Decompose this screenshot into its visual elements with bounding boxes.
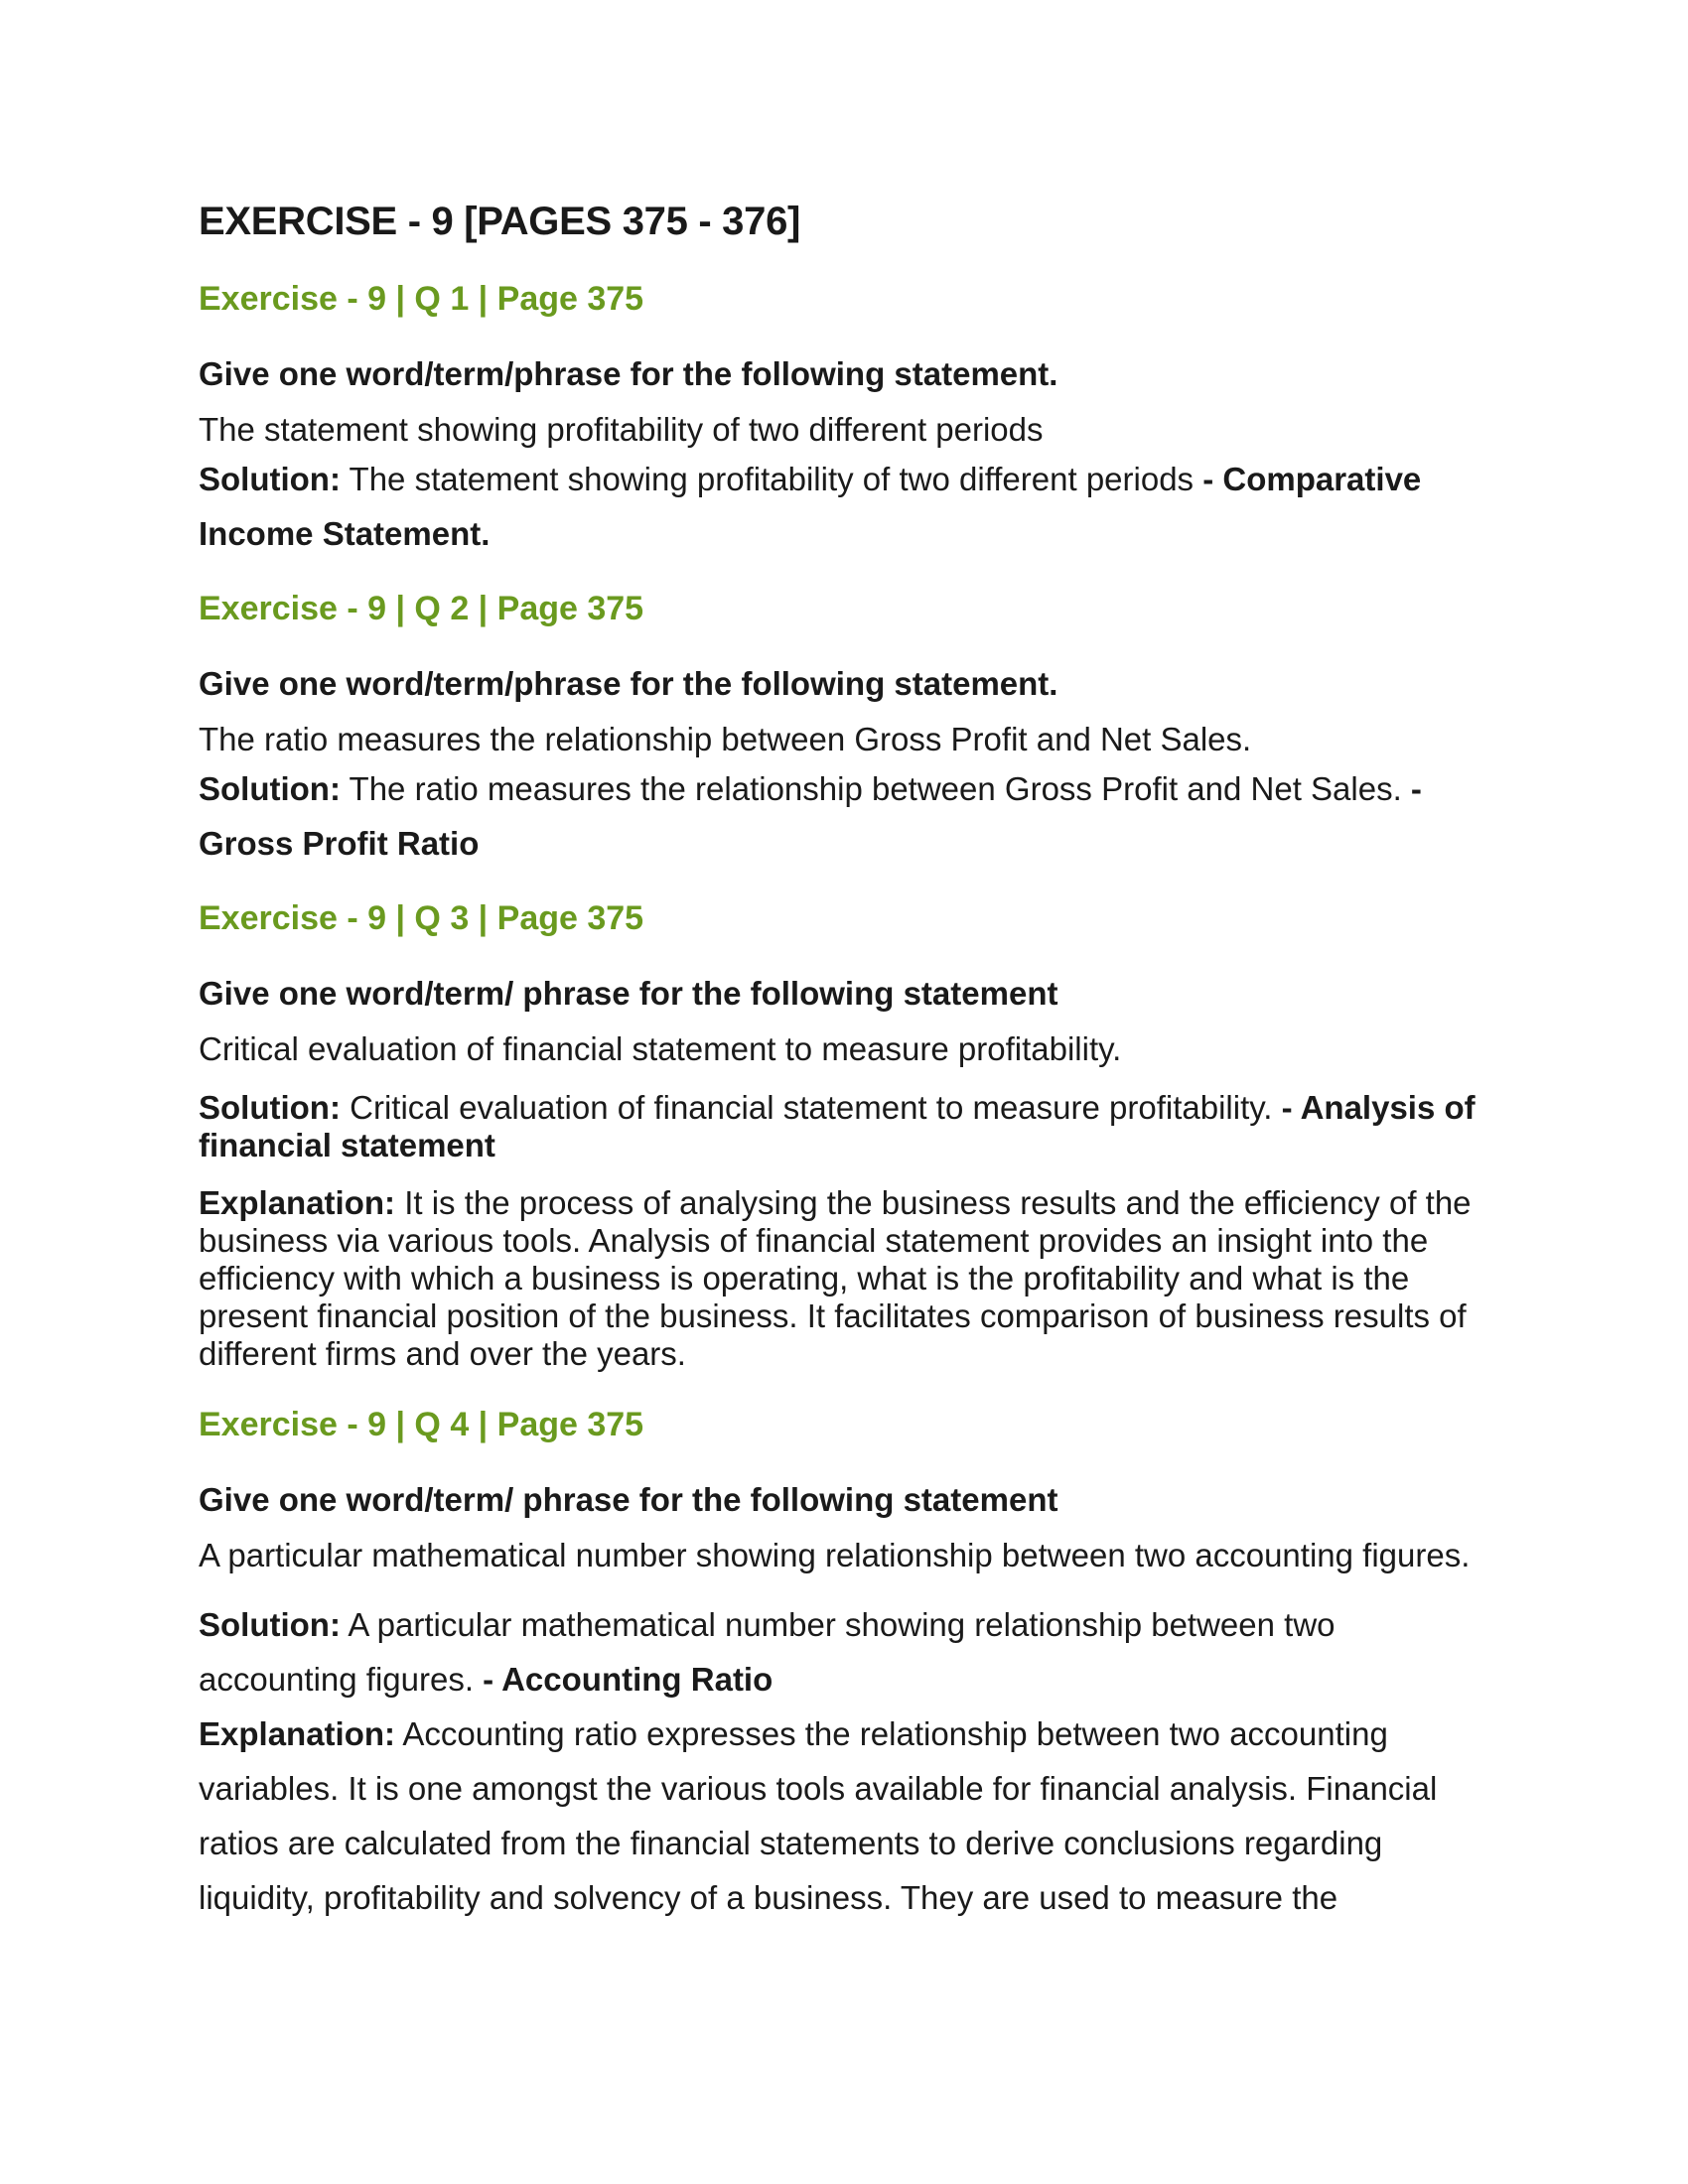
solution bbox=[199, 1089, 1489, 1164]
question-heading: Exercise - 9 | Q 1 | Page 375 bbox=[199, 280, 644, 318]
solution-text: The statement showing profitability of two different periods bbox=[340, 461, 1203, 497]
question-heading: Exercise - 9 | Q 2 | Page 375 bbox=[199, 590, 644, 627]
solution bbox=[199, 1597, 1489, 1706]
solution-label: Solution: bbox=[199, 1606, 341, 1643]
solution-answer: - Comparative Income Statement. bbox=[199, 461, 1422, 552]
question-prompt: Give one word/term/ phrase for the following statement bbox=[199, 1481, 1058, 1518]
question-prompt: Give one word/term/ phrase for the following statement bbox=[199, 975, 1058, 1012]
explanation-label: Explanation: bbox=[199, 1715, 396, 1752]
solution-label: Solution: bbox=[199, 461, 341, 497]
question-1 bbox=[199, 277, 1489, 561]
question-3 bbox=[199, 896, 1489, 1373]
question-prompt: Give one word/term/phrase for the following statement. bbox=[199, 665, 1058, 702]
solution bbox=[199, 452, 1489, 561]
solution-answer: - Analysis of financial statement bbox=[199, 1089, 1476, 1163]
explanation-text: It is the process of analysing the business results and the efficiency of the business via various tools. Analysis of financial statement provides an insight into the efficiency with which a business is operating, what is the profitability and what is the present financial position of the business. It facilitates comparison of business results of different firms and over the years. bbox=[199, 1184, 1472, 1372]
explanation bbox=[199, 1706, 1489, 1925]
question-2 bbox=[199, 587, 1489, 871]
solution-answer: - Gross Profit Ratio bbox=[199, 770, 1422, 862]
solution-answer: - Accounting Ratio bbox=[483, 1661, 774, 1698]
question-4 bbox=[199, 1403, 1489, 1925]
question-heading: Exercise - 9 | Q 4 | Page 375 bbox=[199, 1406, 644, 1443]
explanation-label: Explanation: bbox=[199, 1184, 396, 1221]
question-heading: Exercise - 9 | Q 3 | Page 375 bbox=[199, 899, 644, 937]
solution bbox=[199, 761, 1489, 871]
solution-text: A particular mathematical number showing relationship between two accounting figures. bbox=[199, 1606, 1336, 1698]
question-statement: The ratio measures the relationship between Gross Profit and Net Sales. bbox=[199, 721, 1252, 757]
question-prompt: Give one word/term/phrase for the following statement. bbox=[199, 355, 1058, 392]
question-statement: The statement showing profitability of two different periods bbox=[199, 411, 1044, 448]
explanation bbox=[199, 1184, 1489, 1373]
question-statement: Critical evaluation of financial statement to measure profitability. bbox=[199, 1030, 1122, 1067]
solution-label: Solution: bbox=[199, 1089, 341, 1126]
solution-label: Solution: bbox=[199, 770, 341, 807]
question-statement: A particular mathematical number showing relationship between two accounting figures. bbox=[199, 1537, 1471, 1573]
explanation-text: Accounting ratio expresses the relationship between two accounting variables. It is one amongst the various tools available for financial analysis. Financial ratios are calculated from the financial statements to derive conclusions regarding liquidity, profitability and solvency of a business. They are used to measure the bbox=[199, 1715, 1438, 1916]
solution-text: Critical evaluation of financial statement to measure profitability. bbox=[340, 1089, 1282, 1126]
document-page bbox=[199, 194, 1489, 1925]
page-title: EXERCISE - 9 [PAGES 375 - 376] bbox=[199, 200, 801, 243]
solution-text: The ratio measures the relationship between Gross Profit and Net Sales. bbox=[340, 770, 1411, 807]
